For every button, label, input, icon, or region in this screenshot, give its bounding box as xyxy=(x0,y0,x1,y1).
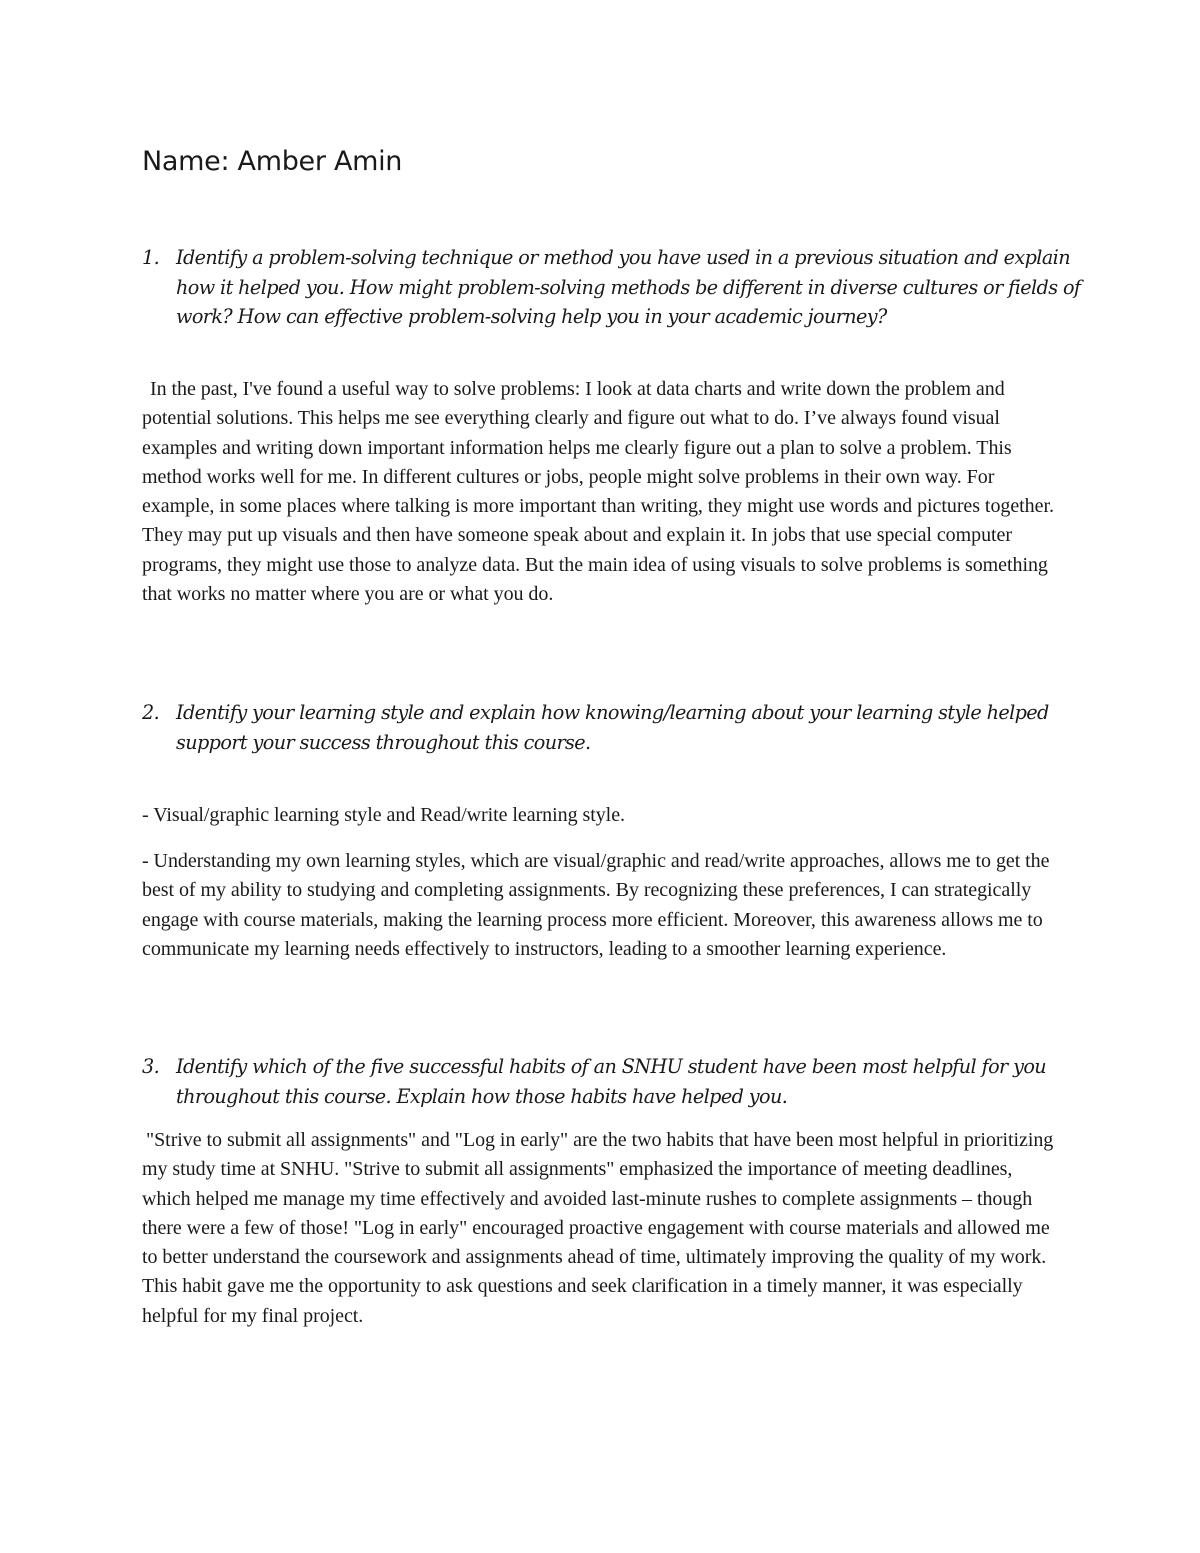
answer-2-paragraph: - Understanding my own learning styles, which are visual/graphic and read/write approaches, allows me to get the best of my ability to studying and completing assignments. By recognizing these preferences, I can strategically engage with course materials, making the learning process more efficient. Moreover, this awareness allows me to communicate my learning needs effectively to instructors, leading to a smoother learning experience. xyxy=(142,850,1050,960)
question-text: Identify your learning style and explain how knowing/learning about your learning style helped support your success throughout this course. xyxy=(176,701,1049,754)
question-number: 1. xyxy=(142,246,160,269)
question-1 xyxy=(142,243,1094,332)
question-text: Identify which of the five successful habits of an SNHU student have been most helpful for you throughout this course. Explain how those habits have helped you. xyxy=(176,1055,1047,1108)
question-text: Identify a problem-solving technique or method you have used in a previous situation and explain how it helped you. How might problem-solving methods be different in diverse cultures or fields of work? How can effective problem-solving help you in your academic journey? xyxy=(176,246,1081,328)
question-number: 3. xyxy=(142,1055,160,1078)
question-3 xyxy=(142,1052,1094,1111)
question-number: 2. xyxy=(142,701,160,724)
answer-3-paragraph: "Strive to submit all assignments" and "Log in early" are the two habits that have been most helpful in prioritizing my study time at SNHU. "Strive to submit all assignments" emphasized the importance of meeting deadlines, which helped me manage my time effectively and avoided last-minute rushes to complete assignments – though there were a few of those! "Log in early" encouraged proactive engagement with course materials and allowed me to better understand the coursework and assignments ahead of time, ultimately improving the quality of my work. This habit gave me the opportunity to ask questions and seek clarification in a timely manner, it was especially helpful for my final project. xyxy=(142,1129,1054,1327)
question-2 xyxy=(142,698,1094,757)
name-heading: Name: Amber Amin xyxy=(142,146,403,177)
answer-2-learning-style: - Visual/graphic learning style and Read/write learning style. xyxy=(142,804,625,826)
answer-1-paragraph: In the past, I've found a useful way to solve problems: I look at data charts and write down the problem and potential solutions. This helps me see everything clearly and figure out what to do. I’ve always found visual examples and writing down important information helps me clearly figure out a plan to solve a problem. This method works well for me. In different cultures or jobs, people might solve problems in their own way. For example, in some places where talking is more important than writing, they might use words and pictures together. They may put up visuals and then have someone speak about and explain it. In jobs that use special computer programs, they might use those to analyze data. But the main idea of using visuals to solve problems is something that works no matter where you are or what you do. xyxy=(142,378,1054,606)
